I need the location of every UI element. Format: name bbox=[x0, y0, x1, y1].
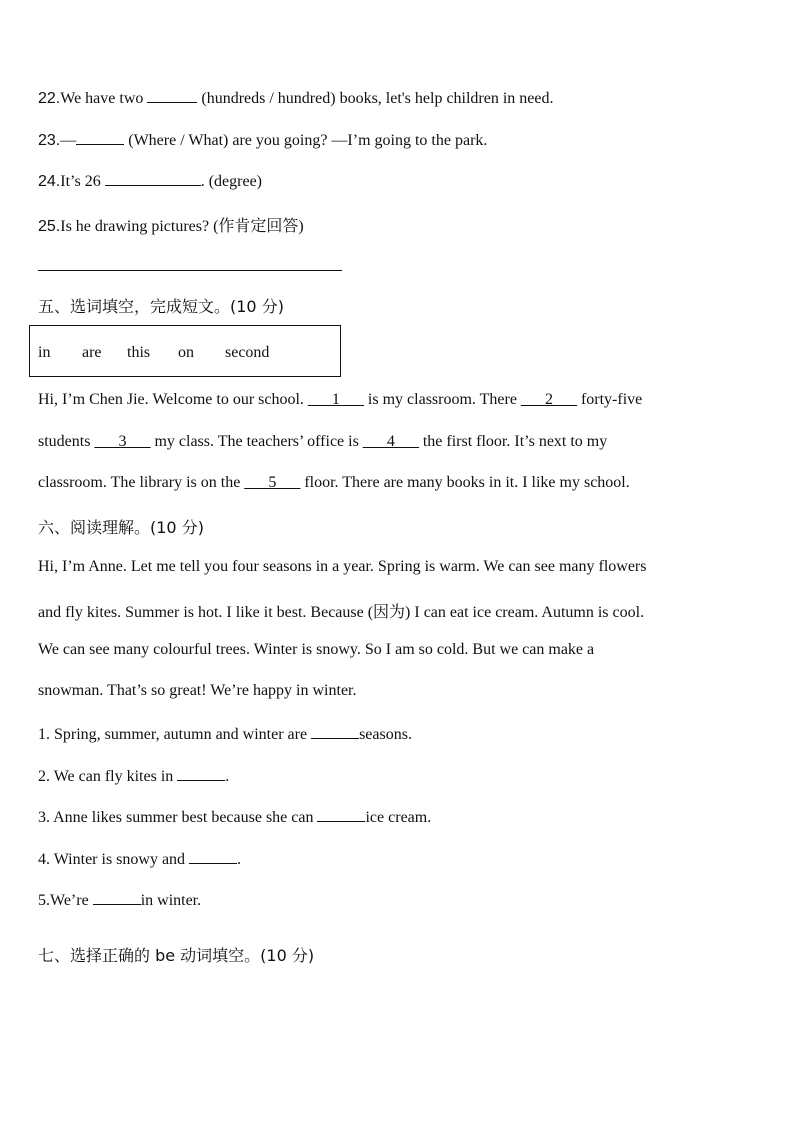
question-23 bbox=[38, 130, 487, 150]
passage-5-line-3 bbox=[38, 474, 630, 492]
question-text: — bbox=[60, 132, 77, 149]
passage-text: is my classroom. There bbox=[363, 391, 521, 408]
word-bank-item: second bbox=[225, 344, 270, 361]
question-text: (hundreds / hundred) books, let's help children in need. bbox=[197, 90, 554, 107]
answer-blank[interactable] bbox=[93, 890, 141, 905]
question-number: 23. bbox=[38, 132, 61, 149]
reading-question-3 bbox=[38, 807, 431, 827]
question-text: ice cream. bbox=[365, 809, 432, 826]
passage-6-line: and fly kites. Summer is hot. I like it best. Because (因为) I can eat ice cream. Autumn is cool. bbox=[38, 604, 645, 621]
blank-2[interactable]: ___2___ bbox=[520, 391, 577, 408]
word-bank-item: this bbox=[127, 344, 151, 361]
answer-blank[interactable] bbox=[147, 88, 197, 103]
question-text: 2. We can fly kites in bbox=[38, 768, 178, 785]
answer-blank[interactable] bbox=[177, 766, 225, 781]
word-bank-item: are bbox=[82, 344, 102, 361]
question-text: 3. Anne likes summer best because she can bbox=[38, 809, 318, 826]
question-text: 4. Winter is snowy and bbox=[38, 851, 190, 868]
question-number: 22. bbox=[38, 90, 61, 107]
passage-text: my class. The teachers’ office is bbox=[150, 433, 363, 450]
passage-text: classroom. The library is on the bbox=[38, 474, 245, 491]
reading-question-1 bbox=[38, 724, 412, 744]
question-text: . (degree) bbox=[200, 173, 262, 190]
passage-text: students bbox=[38, 433, 95, 450]
answer-blank[interactable] bbox=[105, 171, 201, 186]
passage-text: Hi, I’m Chen Jie. Welcome to our school. bbox=[38, 391, 308, 408]
word-bank-item: on bbox=[178, 344, 194, 361]
reading-question-2 bbox=[38, 766, 229, 786]
answer-blank[interactable] bbox=[317, 807, 365, 822]
section-6-title: 六、阅读理解。(10 分) bbox=[38, 518, 204, 537]
word-bank-item: in bbox=[38, 344, 51, 361]
reading-question-4 bbox=[38, 849, 241, 869]
answer-line[interactable] bbox=[38, 270, 342, 271]
answer-blank[interactable] bbox=[189, 849, 237, 864]
passage-6-line: We can see many colourful trees. Winter is snowy. So I am so cold. But we can make a bbox=[38, 641, 595, 658]
question-text: 1. Spring, summer, autumn and winter are bbox=[38, 726, 312, 743]
question-text: 5.We’re bbox=[38, 892, 93, 909]
question-24 bbox=[38, 171, 262, 191]
blank-5[interactable]: ___5___ bbox=[244, 474, 301, 491]
passage-text: floor. There are many books in it. I like my school. bbox=[300, 474, 630, 491]
section-7-title: 七、选择正确的 be 动词填空。(10 分) bbox=[38, 946, 315, 965]
question-25 bbox=[38, 213, 304, 236]
reading-question-5 bbox=[38, 890, 201, 910]
question-22 bbox=[38, 88, 554, 108]
question-text: Is he drawing pictures? (作肯定回答) bbox=[60, 218, 304, 235]
passage-text: the first floor. It’s next to my bbox=[418, 433, 608, 450]
passage-text: forty-five bbox=[576, 391, 643, 408]
question-text: . bbox=[237, 851, 242, 868]
passage-6-line: snowman. That’s so great! We’re happy in winter. bbox=[38, 682, 357, 699]
blank-3[interactable]: ___3___ bbox=[94, 433, 151, 450]
question-text: . bbox=[225, 768, 230, 785]
passage-5-line-1 bbox=[38, 391, 642, 409]
question-number: 25. bbox=[38, 218, 61, 235]
passage-5-line-2 bbox=[38, 433, 607, 451]
question-text: in winter. bbox=[140, 892, 202, 909]
section-5-title: 五、选词填空，完成短文。(10 分) bbox=[38, 297, 284, 316]
blank-4[interactable]: ___4___ bbox=[362, 433, 419, 450]
question-text: It’s 26 bbox=[60, 173, 105, 190]
answer-blank[interactable] bbox=[76, 130, 124, 145]
answer-blank[interactable] bbox=[311, 724, 359, 739]
word-bank bbox=[29, 325, 341, 377]
passage-6-line: Hi, I’m Anne. Let me tell you four seasons in a year. Spring is warm. We can see many flowers bbox=[38, 558, 647, 575]
question-text: We have two bbox=[60, 90, 148, 107]
question-number: 24. bbox=[38, 173, 61, 190]
question-text: seasons. bbox=[359, 726, 412, 743]
question-text: (Where / What) are you going? —I’m going to the park. bbox=[124, 132, 488, 149]
blank-1[interactable]: ___1___ bbox=[307, 391, 364, 408]
